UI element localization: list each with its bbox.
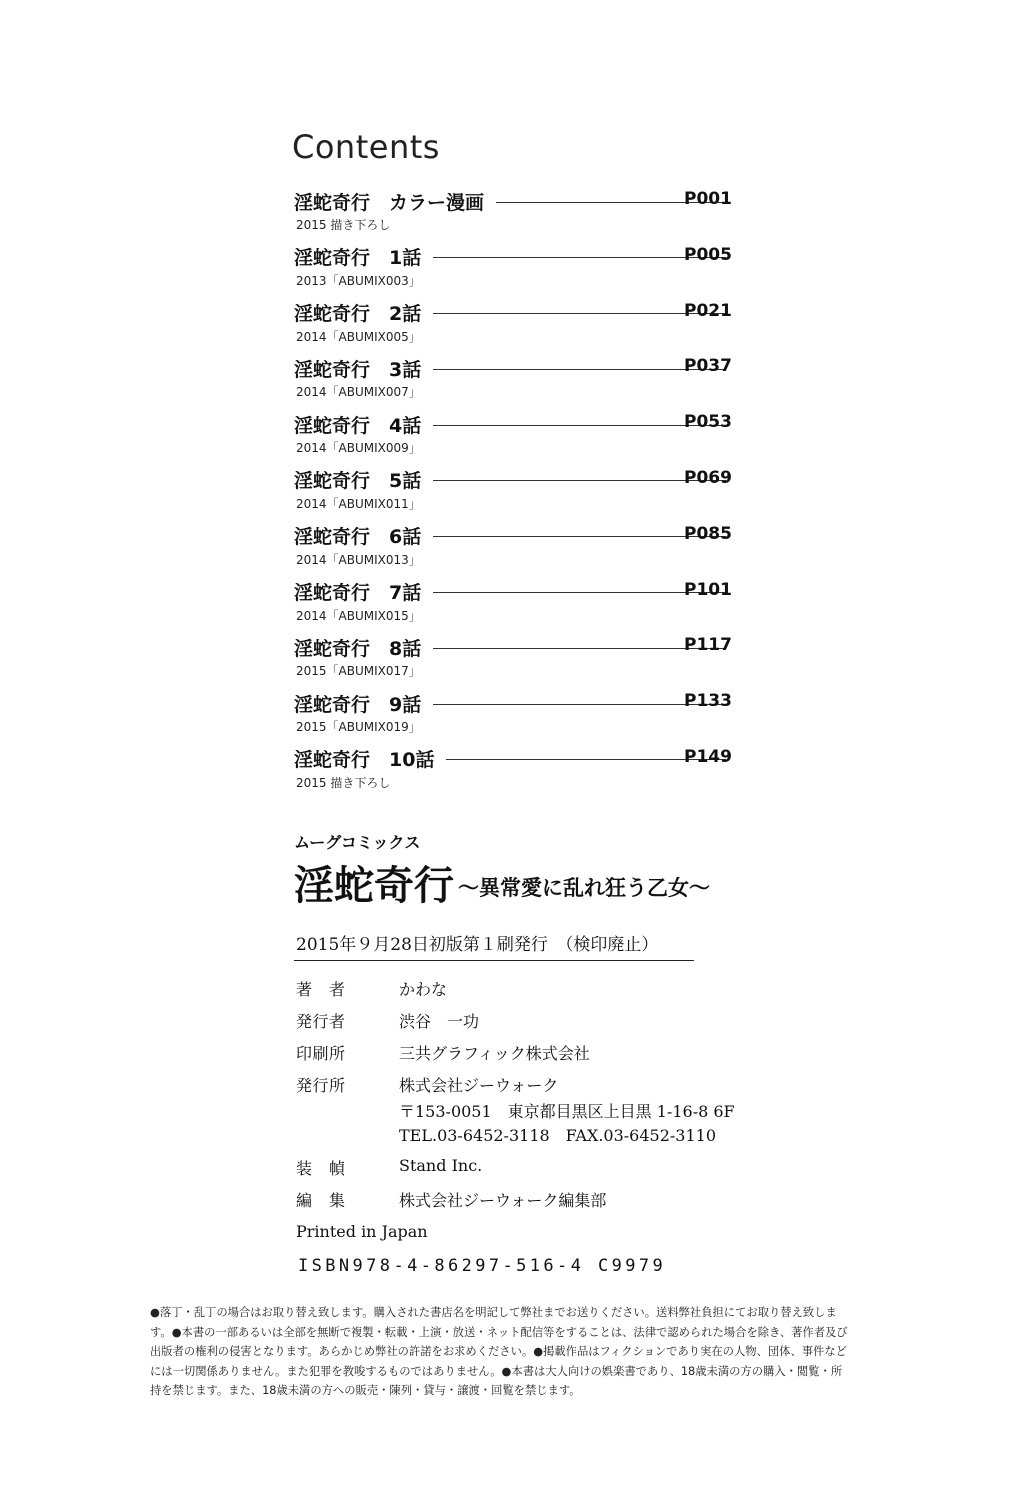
notice-line: 持を禁じます。また、18歳未満の方への販売・陳列・貸与・譲渡・回覧を禁じます。 (150, 1384, 581, 1398)
toc-title-row (294, 188, 734, 214)
toc-entry (294, 244, 754, 300)
credit-value: TEL.03-6452-3118 FAX.03-6452-3110 (399, 1126, 717, 1145)
credit-value: 〒153-0051 東京都目黒区上目黒 1-16-8 6F (399, 1102, 735, 1121)
toc-entry-source: 2013「ABUMIX003」 (296, 273, 421, 288)
toc-entry-title: 淫蛇奇行 9話 (294, 693, 422, 716)
toc-entry-page: P053 (684, 412, 732, 433)
toc-entry-page: P085 (684, 523, 732, 544)
legal-notice (150, 1303, 880, 1401)
toc-entry-title: 淫蛇奇行 10話 (294, 749, 435, 772)
toc-entry-title: 淫蛇奇行 4話 (294, 414, 422, 437)
book-subtitle: ～異常愛に乱れ狂う乙女～ (458, 876, 710, 900)
toc-entry (294, 523, 754, 579)
toc-title-row (294, 579, 734, 605)
toc-entry-source: 2014「ABUMIX013」 (296, 552, 421, 567)
imprint-block (294, 830, 735, 1210)
toc-entry (294, 411, 754, 467)
toc-leader-line (433, 425, 726, 426)
toc-entry-title: 淫蛇奇行 3話 (294, 358, 422, 381)
toc-leader-line (433, 592, 726, 593)
toc-entry-page: P117 (684, 635, 732, 656)
toc-entry-page: P133 (684, 691, 732, 712)
printed-in: Printed in Japan (296, 1222, 428, 1241)
toc-leader-line (433, 313, 726, 314)
credit-label: 印刷所 (296, 1044, 346, 1063)
toc-entry-title: 淫蛇奇行 1話 (294, 247, 422, 270)
notice-line: す。●本書の一部あるいは全部を無断で複製・転載・上演・放送・ネット配信等をすることは、法律で認められた場合を除き、著作者及び (150, 1325, 848, 1339)
imprint-label: ムーグコミックス (294, 833, 421, 852)
toc-entry (294, 634, 754, 690)
credit-value: かわな (399, 980, 448, 999)
toc-entry-page: P005 (684, 244, 732, 265)
toc-leader-line (433, 536, 726, 537)
book-title-row (294, 863, 710, 909)
toc-entry-page: P149 (684, 746, 732, 767)
credit-label: 編 集 (296, 1191, 346, 1210)
toc-entry-source: 2014「ABUMIX015」 (296, 608, 421, 623)
notice-line: には一切関係ありません。また犯罪を教唆するものではありません。●本書は大人向けの娯楽書であり、18歳未満の方の購入・閲覧・所 (150, 1364, 843, 1378)
toc-entry (294, 355, 754, 411)
toc-entry-title: 淫蛇奇行 5話 (294, 470, 422, 493)
toc-leader-line (433, 369, 726, 370)
contents-heading: Contents (292, 128, 440, 166)
divider (294, 960, 694, 961)
toc-entry-source: 2015「ABUMIX019」 (296, 720, 421, 735)
toc-entry (294, 467, 754, 523)
toc-entry-page: P001 (684, 189, 732, 209)
toc-entry-page: P069 (684, 467, 732, 488)
toc-entry-title: 淫蛇奇行 カラー漫画 (294, 191, 485, 214)
toc-title-row (294, 634, 734, 660)
credit-value: 株式会社ジーウォーク (399, 1076, 559, 1095)
notice-line: ●落丁・乱丁の場合はお取り替え致します。購入された書店名を明記して弊社までお送りください。送料弊社負担にてお取り替え致しま (150, 1306, 837, 1319)
book-title: 淫蛇奇行 (294, 863, 454, 909)
toc-title-row (294, 523, 734, 549)
toc-entry (294, 300, 754, 356)
credit-value: 三共グラフィック株式会社 (399, 1044, 590, 1063)
toc-leader-line (433, 704, 726, 705)
toc-entry-source: 2015「ABUMIX017」 (296, 664, 421, 679)
toc-title-row (294, 244, 734, 270)
credit-label: 発行所 (296, 1076, 346, 1095)
toc-entry-source: 2014「ABUMIX011」 (296, 496, 421, 511)
toc-entry-source: 2015 描き下ろし (296, 218, 391, 232)
toc-entry-source: 2015 描き下ろし (296, 775, 391, 790)
credit-label: 発行者 (296, 1012, 346, 1031)
table-of-contents (294, 188, 754, 802)
toc-title-row (294, 467, 734, 493)
toc-title-row (294, 355, 734, 381)
toc-entry-source: 2014「ABUMIX009」 (296, 441, 421, 456)
credit-value: 渋谷 一功 (399, 1012, 480, 1031)
toc-entry-source: 2014「ABUMIX005」 (296, 329, 421, 344)
credit-label: 装 幀 (296, 1159, 346, 1178)
toc-entry (294, 188, 754, 244)
toc-entry-title: 淫蛇奇行 7話 (294, 582, 422, 605)
toc-leader-line (433, 480, 726, 481)
toc-entry (294, 690, 754, 746)
notice-line: 出版者の権利の侵害となります。あらかじめ弊社の許諾をお求めください。●掲載作品はフィクションであり実在の人物、団体、事件など (150, 1345, 847, 1359)
toc-entry (294, 746, 754, 802)
toc-title-row (294, 746, 734, 772)
credit-value: Stand Inc. (399, 1156, 483, 1175)
toc-title-row (294, 300, 734, 326)
toc-title-row (294, 690, 734, 716)
toc-entry-page: P037 (684, 356, 732, 377)
toc-entry-page: P101 (684, 579, 732, 600)
toc-entry (294, 579, 754, 635)
toc-entry-title: 淫蛇奇行 2話 (294, 303, 422, 326)
toc-entry-source: 2014「ABUMIX007」 (296, 385, 421, 400)
isbn: ISBN978-4-86297-516-4 C9979 (298, 1256, 667, 1276)
toc-leader-line (433, 257, 726, 258)
toc-leader-line (433, 648, 726, 649)
toc-title-row (294, 411, 734, 437)
credit-label: 著 者 (296, 980, 346, 999)
toc-entry-title: 淫蛇奇行 6話 (294, 526, 422, 549)
edition-line: 2015年９月28日初版第１刷発行 （検印廃止） (296, 935, 659, 955)
credit-value: 株式会社ジーウォーク編集部 (399, 1191, 607, 1210)
toc-entry-page: P021 (684, 300, 732, 321)
toc-entry-title: 淫蛇奇行 8話 (294, 637, 422, 660)
